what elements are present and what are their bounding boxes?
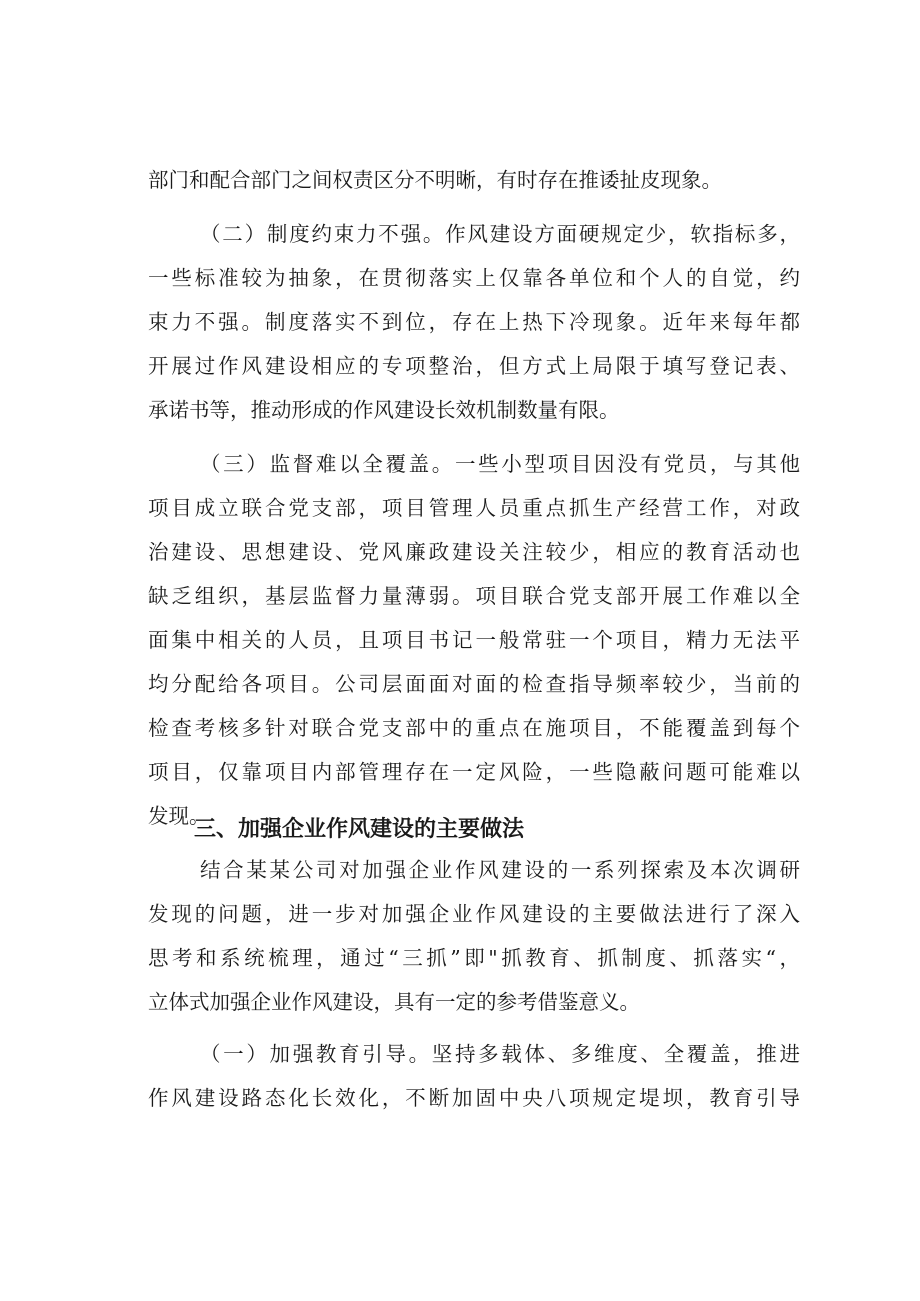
paragraph-line: （一）加强教育引导。坚持多载体、多维度、全覆盖，推进 xyxy=(200,1042,800,1066)
paragraph-line: （二）制度约束力不强。作风建设方面硬规定少，软指标多， xyxy=(200,222,800,246)
paragraph-line: 发现。 xyxy=(148,804,210,828)
paragraph-line: 项目成立联合党支部，项目管理人员重点抓生产经营工作，对政 xyxy=(148,496,800,520)
paragraph-line: 均分配给各项目。公司层面面对面的检查指导频率较少，当前的 xyxy=(148,672,800,696)
paragraph-line: （三）监督难以全覆盖。一些小型项目因没有党员，与其他 xyxy=(200,452,800,476)
paragraph-line: 作风建设路态化长效化，不断加固中央八项规定堤坝，教育引导 xyxy=(148,1086,800,1110)
paragraph-line: 部门和配合部门之间权责区分不明晰，有时存在推诿扯皮现象。 xyxy=(148,168,722,192)
paragraph-line: 缺乏组织，基层监督力量薄弱。项目联合党支部开展工作难以全 xyxy=(148,584,800,608)
paragraph-line: 面集中相关的人员，且项目书记一般常驻一个项目，精力无法平 xyxy=(148,628,800,652)
paragraph-line: 检查考核多针对联合党支部中的重点在施项目，不能覆盖到每个 xyxy=(148,716,800,740)
paragraph-line: 开展过作风建设相应的专项整治，但方式上局限于填写登记表、 xyxy=(148,354,800,378)
section-heading: 三、加强企业作风建设的主要做法 xyxy=(194,817,525,842)
paragraph-line: 项目，仅靠项目内部管理存在一定风险，一些隐蔽问题可能难以 xyxy=(148,760,800,784)
paragraph-line: 结合某某公司对加强企业作风建设的一系列探索及本次调研 xyxy=(200,858,800,882)
paragraph-line: 思考和系统梳理，通过“三抓”即"抓教育、抓制度、抓落实“， xyxy=(148,946,800,970)
paragraph-line: 治建设、思想建设、党风廉政建设关注较少，相应的教育活动也 xyxy=(148,540,800,564)
paragraph-line: 束力不强。制度落实不到位，存在上热下冷现象。近年来每年都 xyxy=(148,310,800,334)
paragraph-line: 一些标准较为抽象，在贯彻落实上仅靠各单位和个人的自觉，约 xyxy=(148,266,800,290)
paragraph-line: 立体式加强企业作风建设，具有一定的参考借鉴意义。 xyxy=(148,990,640,1014)
paragraph-line: 发现的问题，进一步对加强企业作风建设的主要做法进行了深入 xyxy=(148,902,800,926)
paragraph-line: 承诺书等，推动形成的作风建设长效机制数量有限。 xyxy=(148,398,620,422)
